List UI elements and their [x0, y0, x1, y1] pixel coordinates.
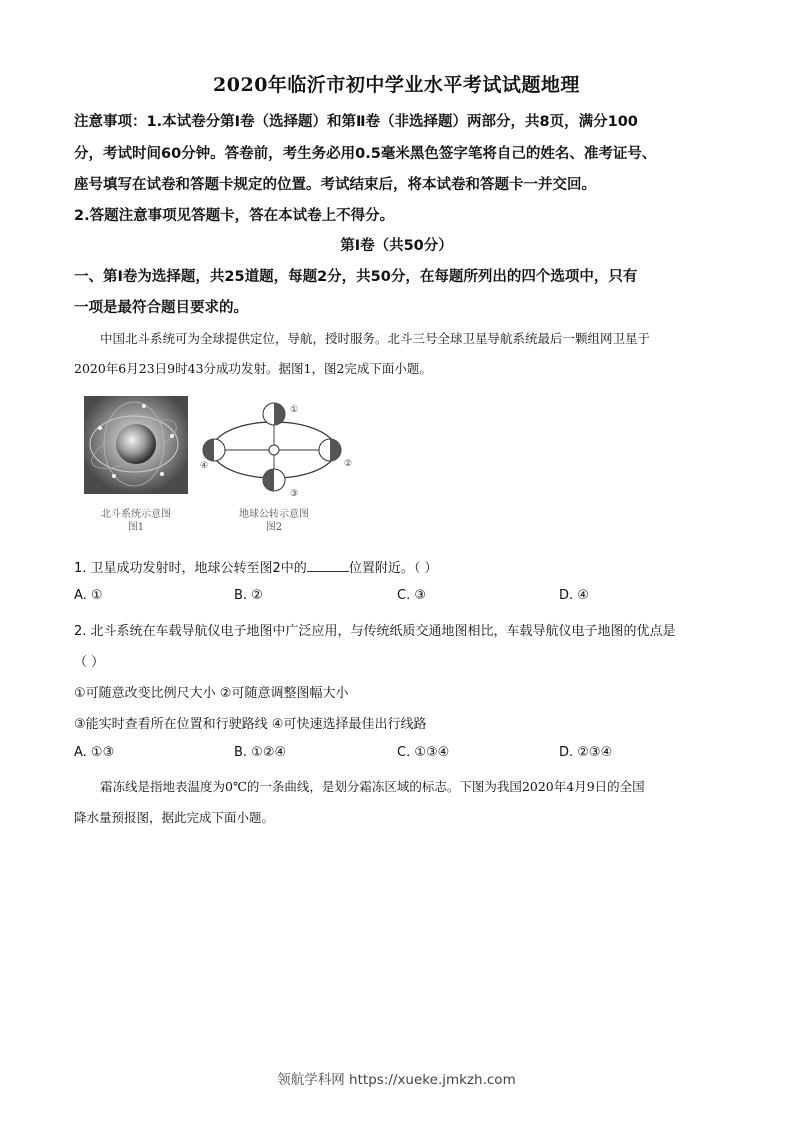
question-2-statement-2: ③能实时查看所在位置和行驶路线 ④可快速选择最佳出行线路 [74, 717, 427, 732]
notice-line-3: 座号填写在试卷和答题卡规定的位置。考试结束后，将本试卷和答题卡一并交回。 [74, 177, 596, 193]
question-1-text-before: 1. 卫星成功发射时，地球公转至图2中的 [74, 561, 307, 576]
earth-revolution-diagram [198, 400, 358, 500]
q2-option-b: B. ①②④ [234, 745, 287, 760]
q1-option-b: B. ② [234, 588, 263, 603]
question-1 [74, 557, 437, 576]
q2-option-a: A. ①③ [74, 745, 115, 760]
q1-option-d: D. ④ [559, 588, 589, 603]
q2-option-d: D. ②③④ [559, 745, 613, 760]
page-title: 2020年临沂市初中学业水平考试试题地理 [213, 74, 580, 96]
fig1-number: 图1 [127, 522, 145, 533]
q2-option-c: C. ①③④ [397, 745, 450, 760]
passage2-line-2: 降水量预报图，据此完成下面小题。 [74, 810, 275, 825]
part1-line-2: 一项是最符合题目要求的。 [74, 300, 248, 316]
marker-3: ③ [290, 489, 299, 499]
fig2-number: 图2 [265, 522, 283, 533]
notice-line-1: 注意事项：1.本试卷分第Ⅰ卷（选择题）和第Ⅱ卷（非选择题）两部分，共8页，满分100 [74, 114, 638, 130]
section-title: 第Ⅰ卷（共50分） [340, 238, 453, 254]
question-2-line-2: （ ） [74, 655, 105, 670]
beidou-figure [84, 396, 188, 494]
beidou-earth-illustration [84, 396, 188, 494]
question-2-statement-1: ①可随意改变比例尺大小 ②可随意调整图幅大小 [74, 686, 349, 701]
fig2-caption: 地球公转示意图 [239, 509, 309, 520]
question-1-text-after: 位置附近。（ ） [348, 561, 438, 576]
q1-option-a: A. ① [74, 588, 103, 603]
marker-4: ④ [200, 461, 209, 471]
notice-line-4: 2.答题注意事项见答题卡，答在本试卷上不得分。 [74, 208, 395, 224]
marker-1: ① [290, 405, 299, 415]
notice-line-2: 分，考试时间60分钟。答卷前，考生务必用0.5毫米黑色签字笔将自己的姓名、准考证号、 [74, 146, 657, 162]
q1-option-c: C. ③ [397, 588, 426, 603]
answer-blank [307, 559, 349, 572]
passage2-line-1: 霜冻线是指地表温度为0℃的一条曲线，是划分霜冻区域的标志。下图为我国2020年4月9日的全国 [100, 779, 645, 794]
passage1-line-1: 中国北斗系统可为全球提供定位，导航，授时服务。北斗三号全球卫星导航系统最后一颗组网卫星于 [100, 331, 651, 346]
marker-2: ② [344, 459, 353, 469]
fig1-caption: 北斗系统示意图 [101, 509, 171, 520]
footer-watermark: 领航学科网 https://xueke.jmkzh.com [277, 1072, 516, 1088]
question-2-line-1: 2. 北斗系统在车载导航仪电子地图中广泛应用，与传统纸质交通地图相比，车载导航仪电子地图的优点是 [74, 624, 676, 639]
passage1-line-2: 2020年6月23日9时43分成功发射。据图1，图2完成下面小题。 [74, 361, 432, 376]
part1-line-1: 一、第Ⅰ卷为选择题，共25道题，每题2分，共50分，在每题所列出的四个选项中，只有 [74, 269, 638, 285]
